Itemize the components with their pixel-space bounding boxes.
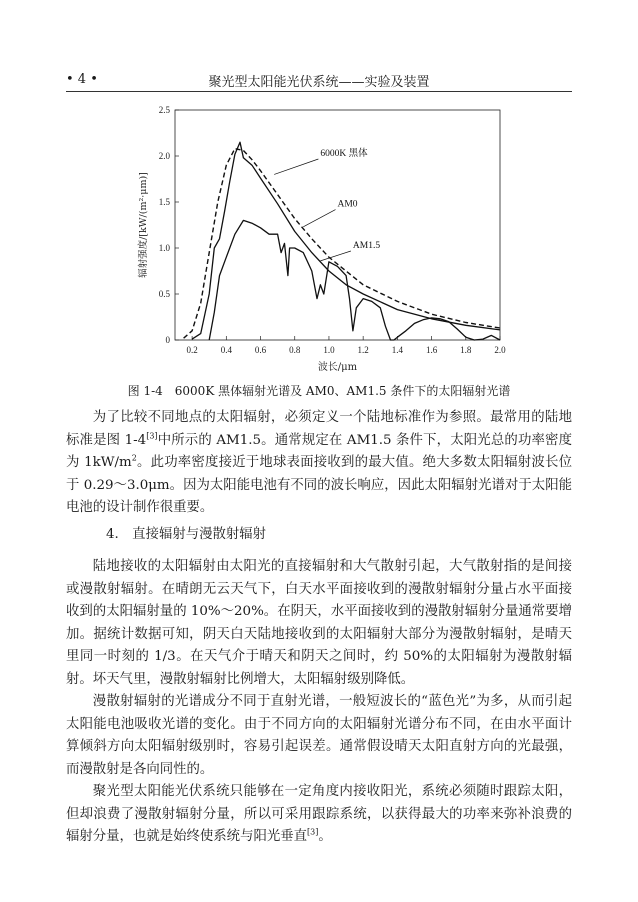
x-tick-label: 0.8 (289, 345, 301, 355)
running-title: 聚光型太阳能光伏系统——实验及装置 (208, 75, 430, 90)
x-tick-label: 0.2 (186, 345, 198, 355)
y-tick-label: 1.0 (158, 243, 170, 253)
x-axis-label: 波长/μm (317, 362, 358, 373)
y-tick-label: 2.0 (158, 151, 170, 161)
x-tick-label: 1.0 (323, 345, 335, 355)
x-tick-label: 1.6 (425, 345, 438, 355)
y-axis-label: 辐射强度/[kW/(m²·μm)] (138, 172, 149, 278)
x-tick-label: 2.0 (494, 345, 506, 355)
am0-curve (192, 142, 500, 339)
annotation-am0-leader (303, 210, 335, 227)
x-tick-label: 1.4 (391, 345, 403, 355)
x-tick-label: 0.4 (220, 345, 232, 355)
annotation-blackbody-leader (274, 159, 318, 174)
citation-ref: [3] (146, 431, 158, 441)
y-tick-label: 0.5 (158, 289, 170, 299)
superscript-2: 2 (131, 453, 137, 463)
x-tick-label: 1.2 (357, 345, 369, 355)
p4-text-a: 聚光型太阳能光伏系统只能够在一定角度内接收阳光，系统必须随时跟踪太阳，但却浪费了漫散射辐射分量，所以可采用跟踪系统，以获得最大的功率来弥补浪费的辐射分量，也就是始终使系统与阳光垂直 (66, 784, 572, 844)
annotation-am1-5: AM1.5 (352, 241, 381, 251)
spectrum-chart (130, 100, 520, 380)
paragraph-2: 陆地接收的太阳辐射由太阳光的直接辐射和大气散射引起，大气散射指的是间接或漫散射辐射。在晴朗无云天气下，白天水平面接收到的漫散射辐射分量占水平面接收到的太阳辐射量的 10%～20%。在阴天，水平面接收到的漫散射辐射分量通常要增加。据统计数据可知，阴天白天陆地接收到的太阳辐射大部分为漫散射辐射，是晴天里同一时刻的 1/3。在天气介于晴天和阴天之间时，约 50%的太阳辐射为漫散射辐射。坏天气里，漫散射辐射比例增大，太阳辐射级别降低。 (66, 559, 572, 687)
page-header (66, 70, 572, 90)
body-block-1 (66, 407, 572, 520)
y-tick-label: 2.5 (158, 105, 170, 115)
citation-ref-2: [3] (307, 827, 319, 837)
x-tick-label: 1.8 (460, 345, 472, 355)
y-tick-label: 0 (165, 335, 170, 345)
figure-caption: 图 1-4 6000K 黑体辐射光谱及 AM0、AM1.5 条件下的太阳辐射光谱 (127, 384, 511, 398)
body-block-2 (66, 556, 572, 849)
p4-text-b: 。 (318, 829, 332, 844)
x-tick-label: 0.6 (254, 345, 267, 355)
paragraph-4 (66, 781, 572, 849)
paragraph-1 (66, 407, 572, 520)
paragraph-3: 漫散射辐射的光谱成分不同于直射光谱，一般短波长的“蓝色光”为多，从而引起太阳能电池吸收光谱的变化。由于不同方向的太阳辐射光谱分布不同，在由水平面计算倾斜方向太阳辐射级别时，容易引起误差。通常假设晴天太阳直射方向的光最强，而漫散射是各向同性的。 (66, 694, 572, 777)
page-number: • 4 • (66, 72, 98, 87)
y-tick-label: 1.5 (158, 197, 170, 207)
p1-text-c: 。此功率密度接近于地球表面接收到的最大值。绝大多数太阳辐射波长位于 0.29～3.0μm。因为太阳能电池有不同的波长响应，因此太阳辐射光谱对于太阳能电池的设计制作很重要。 (66, 455, 572, 515)
p1-text-b: 中所示的 AM1.5。通常规定在 AM1.5 条件下，太阳光总的功率密度为 1kW/m (66, 432, 573, 470)
p1-text-a: 为了比较不同地点的太阳辐射，必须定义一个陆地标准作为参照。最常用的陆地标准是图 1-4 (66, 410, 572, 448)
plot-frame (175, 110, 500, 340)
header-rule (66, 91, 572, 92)
section-heading: 4. 直接辐射与漫散射辐射 (106, 527, 267, 542)
annotation-am0: AM0 (337, 199, 358, 210)
annotation-blackbody: 6000K 黑体 (320, 149, 368, 159)
am1-5-curve (209, 220, 500, 340)
